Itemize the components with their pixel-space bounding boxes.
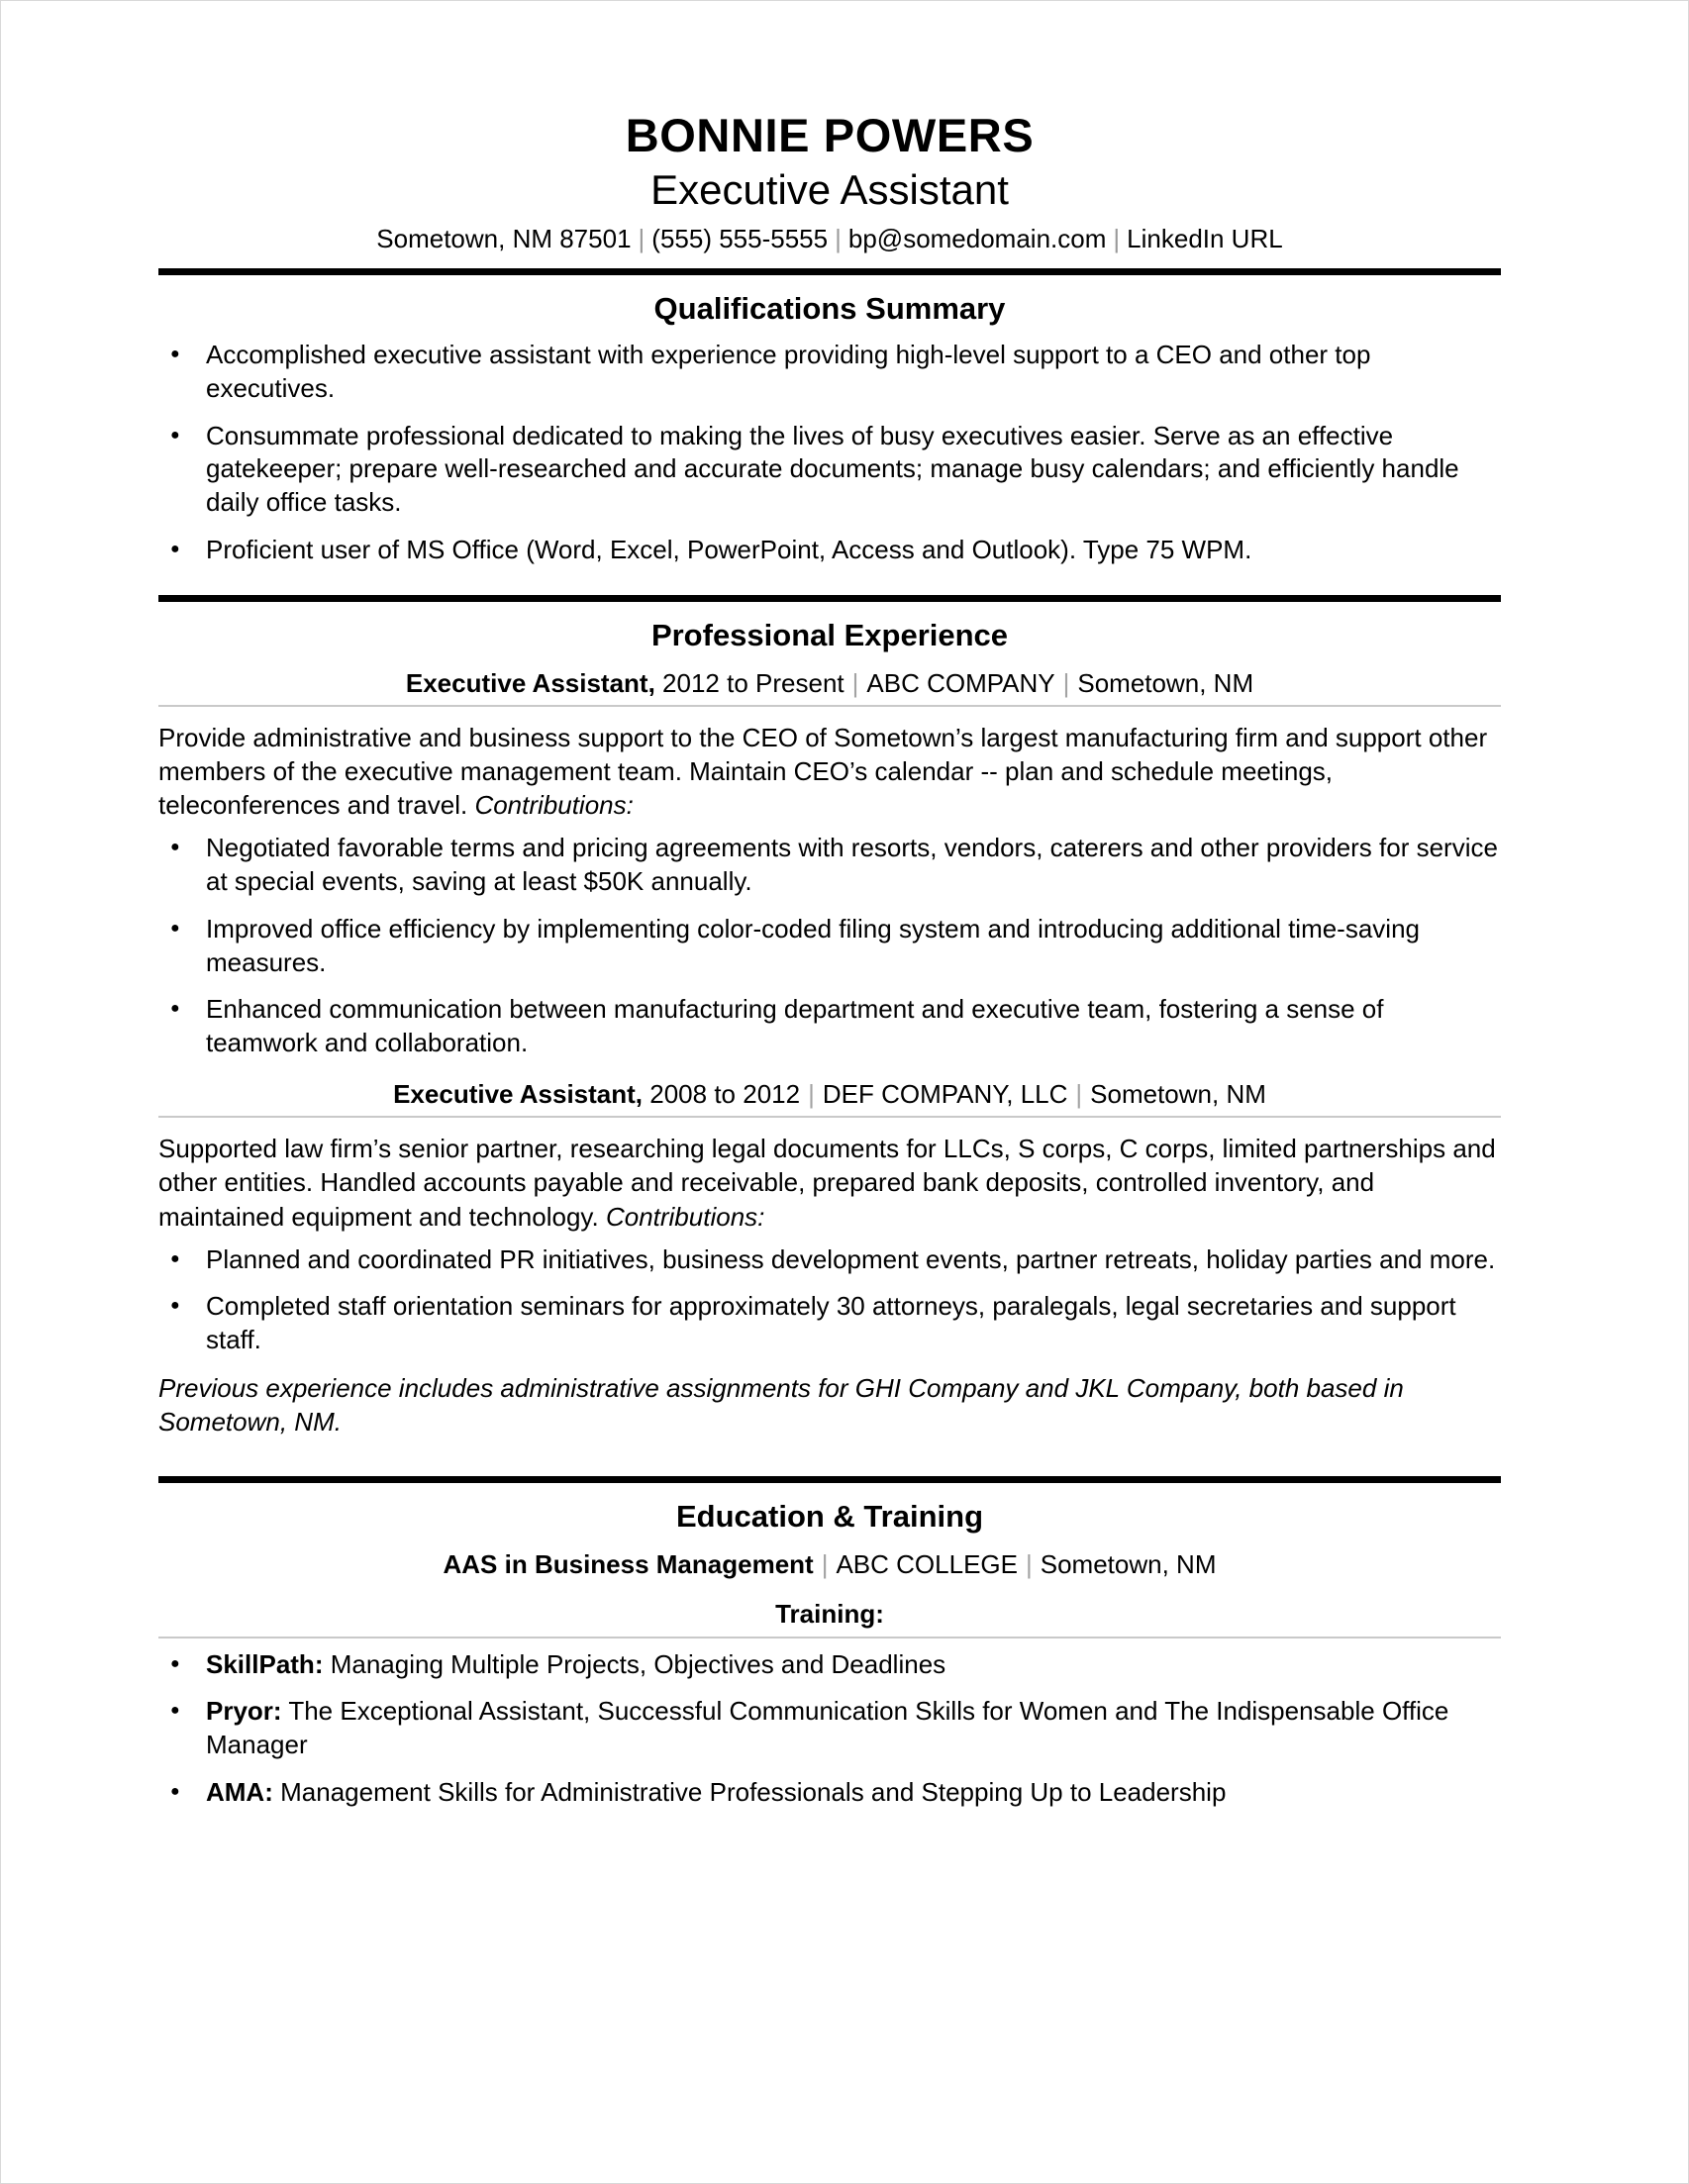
candidate-job-title: Executive Assistant <box>650 165 1009 213</box>
job-role-2: Executive Assistant, <box>393 1078 644 1109</box>
contact-separator-3: | <box>1113 223 1121 253</box>
contact-phone: (555) 555-5555 <box>651 223 829 253</box>
spacer <box>158 567 1501 595</box>
job-summary-2 <box>158 1132 1501 1233</box>
training-label: Training: <box>775 1599 884 1630</box>
job-summary-emphasis-1: Contributions: <box>474 790 634 821</box>
list-item: ● Consummate professional dedicated to making the lives of busy executives easier. Serve as an effective gatekeeper; prepare well-researched and accurate documents; manage busy calendars; and efficiently handle daily office tasks. <box>158 420 1501 520</box>
job-dates-2: 2008 to 2012 <box>649 1078 801 1109</box>
job-role-1: Executive Assistant, <box>405 667 655 698</box>
previous-experience-note: Previous experience includes administrative assignments for GHI Company and JKL Company, both based in Sometown, NM. <box>158 1372 1404 1437</box>
list-item <box>158 1648 1501 1682</box>
list-item: ● Completed staff orientation seminars for approximately 30 attorneys, paralegals, legal secretaries and support staff. <box>158 1290 1501 1357</box>
list-item: ● Proficient user of MS Office (Word, Excel, PowerPoint, Access and Outlook). Type 75 WPM. <box>158 534 1501 567</box>
section-divider-qualifications <box>158 268 1501 275</box>
education-separator-1: | <box>821 1548 829 1579</box>
spacer <box>158 1439 1501 1476</box>
contact-email[interactable]: bp@somedomain.com <box>847 223 1107 253</box>
job-separator-1b: | <box>1062 667 1070 698</box>
job-company-1: ABC COMPANY <box>866 667 1055 698</box>
contact-location: Sometown, NM 87501 <box>376 223 632 253</box>
spacer <box>158 1060 1501 1076</box>
list-item: ● Negotiated favorable terms and pricing agreements with resorts, vendors, caterers and other providers for service at special events, saving at least $50K annually. <box>158 832 1501 899</box>
list-item: ● Accomplished executive assistant with experience providing high-level support to a CEO and other top executives. <box>158 339 1501 406</box>
training-courses-2: The Exceptional Assistant, Successful Communication Skills for Women and The Indispensable Office Manager <box>206 1696 1449 1760</box>
training-underline <box>158 1637 1501 1638</box>
training-provider-3: AMA: <box>206 1777 273 1808</box>
section-divider-experience <box>158 595 1501 602</box>
education-degree: AAS in Business Management <box>443 1548 814 1579</box>
list-item <box>158 1695 1501 1762</box>
job-heading-1 <box>158 665 1501 700</box>
job-summary-text-1: Provide administrative and business support to the CEO of Sometown’s largest manufacturing firm and support other members of the executive management team. Maintain CEO’s calendar -- plan and schedule meetings, teleconferences and travel. <box>158 723 1488 821</box>
job-bullet-list-2 <box>158 1243 1501 1357</box>
contact-separator-2: | <box>835 223 842 253</box>
qualifications-bullet-list <box>158 339 1501 567</box>
training-provider-2: Pryor: <box>206 1696 282 1727</box>
job-location-1: Sometown, NM <box>1077 667 1254 698</box>
list-item: ● Improved office efficiency by implementing color-coded filing system and introducing additional time-saving measures. <box>158 913 1501 980</box>
job-separator-2b: | <box>1075 1078 1083 1109</box>
job-underline-2 <box>158 1116 1501 1118</box>
job-separator-1a: | <box>851 667 859 698</box>
candidate-name: BONNIE POWERS <box>625 109 1035 161</box>
education-separator-2: | <box>1025 1548 1033 1579</box>
job-underline-1 <box>158 705 1501 707</box>
section-title-education: Education & Training <box>675 1499 983 1535</box>
job-summary-emphasis-2: Contributions: <box>605 1201 765 1232</box>
list-item: ● Enhanced communication between manufacturing department and executive team, fostering a sense of teamwork and collaboration. <box>158 993 1501 1060</box>
education-heading <box>158 1546 1501 1581</box>
job-dates-1: 2012 to Present <box>662 667 844 698</box>
training-courses-1: Managing Multiple Projects, Objectives and Deadlines <box>330 1648 946 1679</box>
contact-linkedin[interactable]: LinkedIn URL <box>1127 223 1283 253</box>
list-item: ● Planned and coordinated PR initiatives, business development events, partner retreats, holiday parties and more. <box>158 1243 1501 1277</box>
training-bullet-list <box>158 1648 1501 1810</box>
contact-separator-1: | <box>638 223 646 253</box>
resume-content <box>158 111 1501 1810</box>
job-heading-2 <box>158 1076 1501 1111</box>
education-school: ABC COLLEGE <box>836 1548 1018 1579</box>
job-bullet-list-1 <box>158 832 1501 1060</box>
training-provider-1: SkillPath: <box>206 1648 324 1679</box>
education-location: Sometown, NM <box>1040 1548 1217 1579</box>
job-summary-1 <box>158 721 1501 822</box>
job-location-2: Sometown, NM <box>1090 1078 1266 1109</box>
list-item <box>158 1776 1501 1810</box>
job-separator-2a: | <box>808 1078 815 1109</box>
job-company-2: DEF COMPANY, LLC <box>822 1078 1068 1109</box>
job-summary-text-2: Supported law firm’s senior partner, researching legal documents for LLCs, S corps, C corps, limited partnerships and other entities. Handled accounts payable and receivable, prepared bank deposits, controlled inventory, and maintained equipment and technology. <box>158 1134 1496 1232</box>
contact-line <box>158 223 1501 255</box>
section-title-qualifications: Qualifications Summary <box>653 291 1006 327</box>
section-title-experience: Professional Experience <box>650 617 1009 652</box>
section-divider-education <box>158 1476 1501 1483</box>
training-courses-3: Management Skills for Administrative Professionals and Stepping Up to Leadership <box>280 1777 1227 1808</box>
